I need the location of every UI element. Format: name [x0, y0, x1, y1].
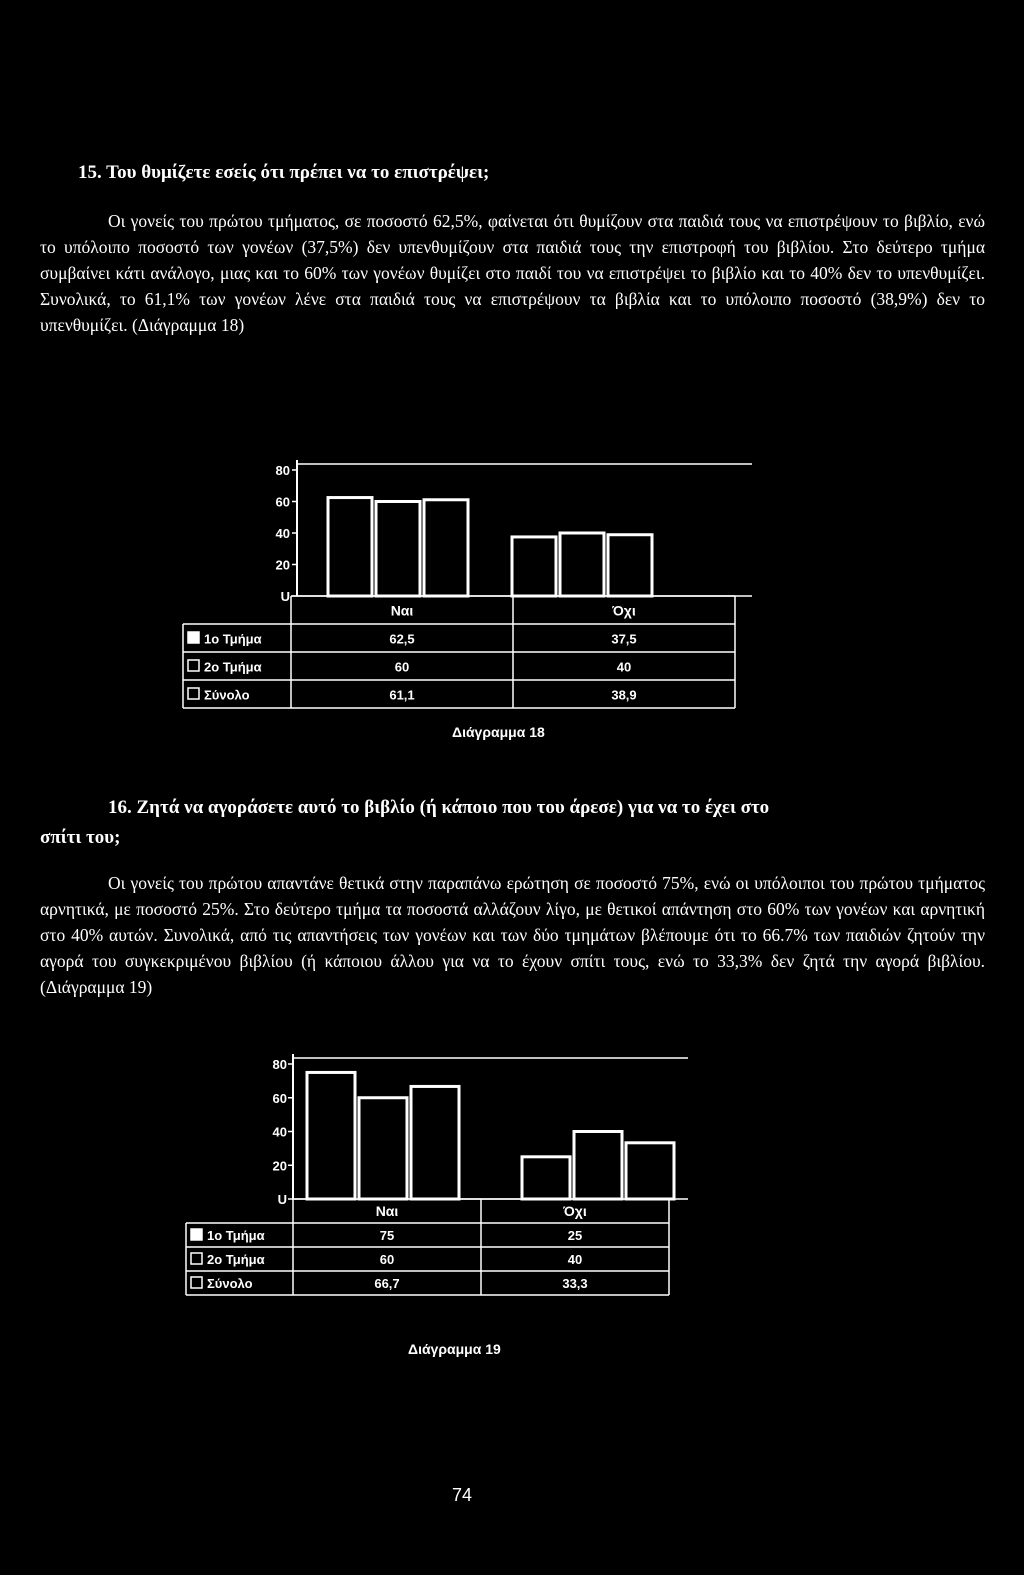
bar-19-1ο-Τμήμα-Ναι — [307, 1072, 355, 1199]
data-label: 66,7 — [374, 1275, 400, 1291]
bar-19-Σύνολο-Ναι — [411, 1086, 459, 1199]
y-tick-label: 80 — [272, 1057, 287, 1072]
page-number: 74 — [452, 1485, 473, 1505]
legend-swatch-1ο-Τμήμα — [191, 1229, 202, 1240]
data-label: 40 — [616, 659, 632, 675]
section-16-heading-line-2: σπίτι του; — [40, 827, 121, 848]
legend-label-Σύνολο: Σύνολο — [207, 1275, 253, 1291]
y-tick-label: 60 — [272, 1090, 287, 1106]
legend-swatch-2ο-Τμήμα — [191, 1253, 202, 1264]
data-label: 61,1 — [389, 687, 415, 703]
table-header-Όχι: Όχι — [612, 602, 636, 619]
legend-label-1ο-Τμήμα: 1ο Τμήμα — [204, 631, 262, 647]
data-label: 60 — [394, 659, 410, 675]
chart-19-caption: Διάγραμμα 19 — [408, 1341, 501, 1357]
table-header-Όχι: Όχι — [563, 1202, 587, 1219]
table-header-Ναι: Ναι — [390, 602, 414, 619]
data-label: 37,5 — [611, 631, 637, 647]
data-label: 62,5 — [389, 631, 415, 647]
section-16-heading-line-1: 16. Ζητά να αγοράσετε αυτό το βιβλίο (ή κάποιο που του άρεσε) για να το έχει στο — [108, 797, 770, 818]
table-header-Ναι: Ναι — [375, 1202, 399, 1219]
legend-label-Σύνολο: Σύνολο — [204, 687, 250, 703]
y-tick-label: 40 — [275, 526, 290, 541]
chart-18-caption: Διάγραμμα 18 — [452, 724, 545, 740]
bar-19-2ο-Τμήμα-Όχι — [574, 1132, 622, 1200]
bar-19-Σύνολο-Όχι — [626, 1143, 674, 1199]
data-label: 38,9 — [611, 687, 637, 703]
y-tick-label: 40 — [272, 1124, 287, 1140]
bar-19-2ο-Τμήμα-Ναι — [359, 1098, 407, 1199]
y-tick-label: 20 — [272, 1158, 287, 1174]
section-15-text: Οι γονείς του πρώτου τμήματος, σε ποσοστό 62,5%, φαίνεται ότι θυμίζουν στα παιδιά τους να επιστρέψουν το βιβλίο, ενώ το υπόλοιπο ποσοστό των γονέων (37,5%) δεν υπενθυμίζουν στα παιδιά τους την επιστροφή του βιβλίου. Στο δεύτερο τμήμα συμβαίνει κάτι ανάλογο, μιας και το 60% των γονέων θυμίζει στο παιδί του να επιστρέψει το βιβλίο και το 40% δεν το υπενθυμίζει. Συνολικά, το 61,1% των γονέων λένε στα παιδιά τους να επιστρέψουν τα βιβλία και το υπόλοιπο ποσοστό (38,9%) δεν το υπενθυμίζει. (Διάγραμμα 18) — [40, 211, 985, 335]
y-tick-label: 20 — [275, 557, 290, 573]
bar-19-1ο-Τμήμα-Όχι — [522, 1157, 570, 1199]
y-tick-label: 80 — [275, 463, 290, 478]
legend-label-2ο-Τμήμα: 2ο Τμήμα — [207, 1251, 265, 1267]
legend-swatch-Σύνολο — [191, 1277, 202, 1288]
section-16-text: Οι γονείς του πρώτου απαντάνε θετικά στην παραπάνω ερώτηση σε ποσοστό 75%, ενώ οι υπόλοιποι του πρώτου τμήματος αρνητικά, με ποσοστό 25%. Στο δεύτερο τμήμα τα ποσοστά αλλάζουν λίγο, με θετικοί απάντηση στο 60% των γονέων και αρνητική στο 40% αυτών. Συνολικά, από τις απαντήσεις των γονέων και των δύο τμημάτων βλέπουμε ότι το 66.7% των παιδιών ζητούν την αγορά του συγκεκριμένου βιβλίου (ή κάποιου άλλου για να το έχουν σπίτι τους, ενώ το 33,3% δεν ζητά την αγορά βιβλίου. (Διάγραμμα 19) — [40, 873, 985, 997]
legend-label-2ο-Τμήμα: 2ο Τμήμα — [204, 659, 262, 675]
y-tick-label: 60 — [275, 494, 290, 510]
data-label: 60 — [379, 1251, 395, 1267]
data-label: 40 — [567, 1251, 583, 1267]
data-label: 33,3 — [562, 1275, 588, 1291]
y-tick-label: U — [277, 1192, 287, 1207]
data-label: 75 — [379, 1227, 395, 1243]
section-15-heading: 15. Του θυμίζετε εσείς ότι πρέπει να το επιστρέψει; — [78, 162, 490, 183]
y-tick-label: U — [280, 589, 290, 604]
legend-label-1ο-Τμήμα: 1ο Τμήμα — [207, 1227, 265, 1243]
data-label: 25 — [567, 1227, 583, 1243]
